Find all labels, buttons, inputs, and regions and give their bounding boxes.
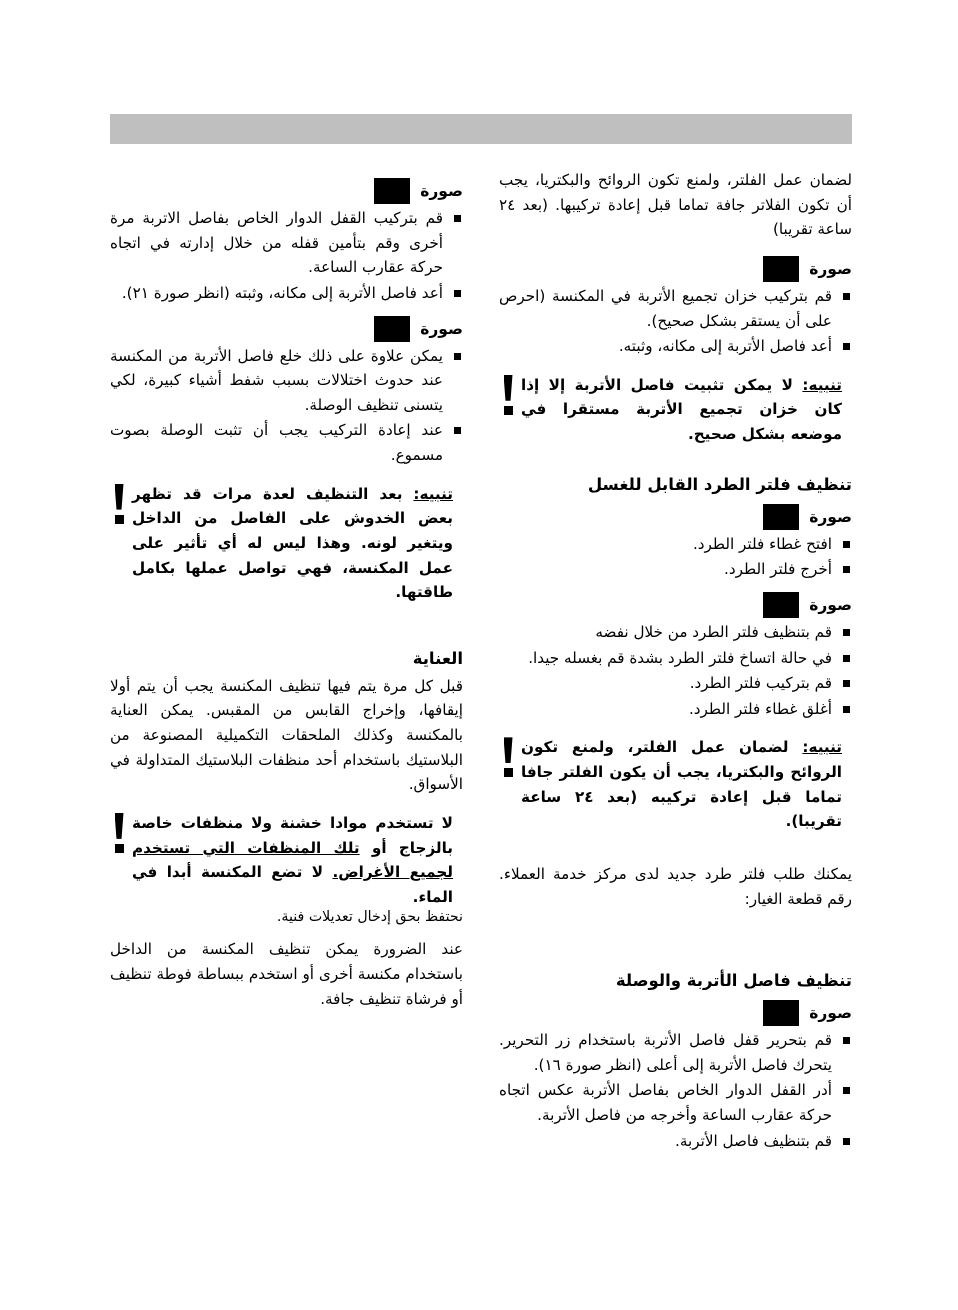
right-column — [481, 168, 852, 1163]
exclamation-dot — [504, 768, 513, 777]
warning-body-text: لضمان عمل الفلتر، ولمنع تكون الروائح والبكتريا، يجب أن يكون الفلتر جافا تماما قبل إعادة تركيبه (بعد ٢٤ ساعة تقريبا). — [521, 738, 842, 831]
exclamation-dot — [115, 515, 124, 524]
warning-lead-label: تنبيه: — [802, 375, 842, 394]
warning-body-text-part2: لا تضع المكنسة أبدا في الماء. — [132, 863, 453, 906]
list-item: قم بتنظيف فاصل الأتربة. — [499, 1129, 852, 1154]
figure-label: صورة — [809, 595, 852, 614]
warning-text — [517, 735, 852, 834]
figure-6-bullet-list — [110, 344, 463, 468]
figure-2 — [499, 504, 852, 530]
figure-5 — [110, 178, 463, 204]
exclamation-dot — [115, 844, 124, 853]
exclamation-warning-icon — [110, 811, 128, 853]
list-item: قم بتركيب القفل الدوار الخاص بفاصل الاتربة مرة أخرى وقم بتأمين قفله من خلال إدارته في اتجاه حركة عقارب الساعة. — [110, 206, 463, 280]
image-placeholder-icon — [763, 1000, 799, 1026]
exclamation-warning-icon — [499, 735, 517, 777]
image-placeholder-icon — [763, 504, 799, 530]
exclamation-stem — [504, 375, 513, 401]
warning-note-2 — [499, 735, 852, 834]
list-item: يمكن علاوة على ذلك خلع فاصل الأتربة من المكنسة عند حدوث اختلالات بسبب شفط أشياء كبيرة، لكي يتسنى تنظيف الوصلة. — [110, 344, 463, 418]
image-placeholder-icon — [763, 592, 799, 618]
warning-note-3 — [110, 482, 463, 605]
figure-5-bullet-list — [110, 206, 463, 306]
list-item: أغلق غطاء فلتر الطرد. — [499, 697, 852, 722]
exclamation-stem — [504, 737, 513, 763]
warning-lead-label: تنبيه: — [413, 484, 453, 503]
section-title-dust-separator: تنظيف فاصل الأتربة والوصلة — [615, 971, 852, 991]
warning-body-text: بعد التنظيف لعدة مرات قد تظهر بعض الخدوش على الفاصل من الداخل ويتغير لونه. وهذا ليس له أي تأثير على عمل المكنسة، فهي تواصل عملها بكامل طاقتها. — [132, 484, 453, 602]
left-column — [110, 168, 481, 1025]
exclamation-warning-icon — [499, 373, 517, 415]
section-title-care: العناية — [412, 648, 463, 668]
image-placeholder-icon — [374, 316, 410, 342]
list-item: أعد فاصل الأتربة إلى مكانه، وثبته (انظر صورة ٢١). — [110, 281, 463, 306]
figure-6 — [110, 316, 463, 342]
care-paragraph: قبل كل مرة يتم فيها تنظيف المكنسة يجب أن يتم أولا إيقافها، وإخراج القابس من المقبس. يمكن العناية بالمكنسة وكذلك الملحقات التكميلية المصنوعة من البلاستيك باستخدام أحد منظفات البلاستيك المتداولة في الأسواق. — [110, 676, 463, 794]
warning-note-1 — [499, 373, 852, 447]
exclamation-stem — [115, 813, 124, 839]
list-item: أخرج فلتر الطرد. — [499, 557, 852, 582]
section-title-washable-filter: تنظيف فلتر الطرد القابل للغسل — [587, 474, 852, 494]
image-placeholder-icon — [374, 178, 410, 204]
page-header-bar — [110, 114, 852, 144]
page-body — [110, 168, 852, 1163]
figure-4-bullet-list — [499, 1028, 852, 1153]
warning-text — [128, 482, 463, 605]
figure-1-bullet-list — [499, 284, 852, 359]
list-item: في حالة اتساخ فلتر الطرد بشدة قم بغسله جيدا. — [499, 646, 852, 671]
list-item: افتح غطاء فلتر الطرد. — [499, 532, 852, 557]
warning-text — [517, 373, 852, 447]
figure-2-bullet-list — [499, 532, 852, 582]
list-item: أدر القفل الدوار الخاص بفاصل الأتربة عكس اتجاه حركة عقارب الساعة وأخرجه من فاصل الأتربة. — [499, 1078, 852, 1127]
intro-paragraph: لضمان عمل الفلتر، ولمنع تكون الروائح والبكتريا، يجب أن تكون الفلاتر جافة تماما قبل إعادة تركيبها. (بعد ٢٤ ساعة تقريبا) — [499, 171, 852, 239]
list-item: قم بتركيب فلتر الطرد. — [499, 671, 852, 696]
technical-changes-note: نحتفظ بحق إدخال تعديلات فنية. — [276, 909, 463, 925]
list-item: قم بتركيب خزان تجميع الأتربة في المكنسة (احرص على أن يستقر بشكل صحيح). — [499, 284, 852, 333]
warning-note-4 — [110, 811, 463, 910]
list-item: أعد فاصل الأتربة إلى مكانه، وثبته. — [499, 334, 852, 359]
warning-body-text: لا يمكن تثبيت فاصل الأتربة إلا إذا كان خزان تجميع الأتربة مستقرا في موضعه بشكل صحيح. — [521, 375, 842, 443]
image-placeholder-icon — [763, 256, 799, 282]
figure-3 — [499, 592, 852, 618]
list-item: قم بتحرير قفل فاصل الأتربة باستخدام زر التحرير. يتحرك فاصل الأتربة إلى أعلى (انظر صورة ١٦). — [499, 1028, 852, 1077]
exclamation-stem — [115, 484, 124, 510]
figure-1 — [499, 256, 852, 282]
warning-body-text-underlined: تلك المنظفات التي تستخدم لجميع الأغراض. — [132, 838, 454, 882]
warning-text — [128, 811, 463, 910]
figure-3-bullet-list — [499, 620, 852, 722]
figure-label: صورة — [420, 319, 463, 338]
warning-body-text-part1: لا تستخدم موادا خشنة ولا منظفات خاصة بالزجاج أو — [132, 813, 453, 857]
exclamation-warning-icon — [110, 482, 128, 524]
figure-label: صورة — [420, 182, 463, 200]
figure-label: صورة — [809, 507, 852, 526]
exclamation-dot — [504, 406, 513, 415]
figure-label: صورة — [809, 1004, 852, 1023]
warning-lead-label: تنبيه: — [802, 738, 842, 757]
spare-part-note: يمكنك طلب فلتر طرد جديد لدى مركز خدمة العملاء. رقم قطعة الغيار: — [499, 864, 852, 908]
figure-4 — [499, 1000, 852, 1026]
closing-paragraph: عند الضرورة يمكن تنظيف المكنسة من الداخل باستخدام مكنسة أخرى أو استخدم ببساطة فوطة تنظيف أو فرشاة تنظيف جافة. — [110, 940, 463, 1008]
figure-label: صورة — [809, 259, 852, 278]
list-item: عند إعادة التركيب يجب أن تثبت الوصلة بصوت مسموع. — [110, 418, 463, 467]
list-item: قم بتنظيف فلتر الطرد من خلال نفضه — [499, 620, 852, 645]
